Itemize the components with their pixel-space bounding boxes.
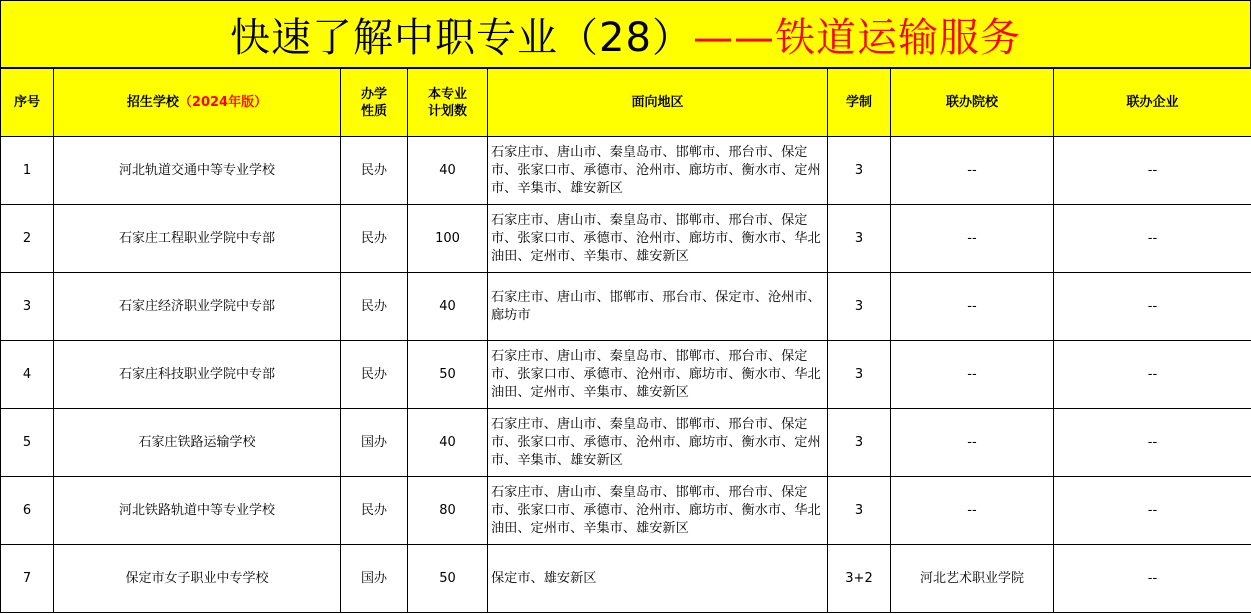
header-school [54, 69, 341, 137]
table-row [1, 205, 1251, 273]
cell-area: 石家庄市、唐山市、邯郸市、邢台市、保定市、沧州市、廊坊市 [488, 273, 828, 341]
table-row [1, 273, 1251, 341]
cell-partner-school: -- [891, 341, 1054, 409]
header-years: 学制 [828, 69, 891, 137]
cell-nature: 民办 [341, 341, 408, 409]
cell-nature: 民办 [341, 273, 408, 341]
cell-area: 石家庄市、唐山市、秦皇岛市、邯郸市、邢台市、保定市、张家口市、承德市、沧州市、廊坊市、衡水市、华北油田、定州市、辛集市、雄安新区 [488, 341, 828, 409]
cell-area: 石家庄市、唐山市、秦皇岛市、邯郸市、邢台市、保定市、张家口市、承德市、沧州市、廊坊市、衡水市、华北油田、定州市、辛集市、雄安新区 [488, 205, 828, 273]
cell-area: 保定市、雄安新区 [488, 545, 828, 613]
cell-plan: 80 [408, 477, 488, 545]
header-school-note: （2024年版） [178, 95, 268, 110]
cell-index: 5 [1, 409, 54, 477]
cell-school: 石家庄工程职业学院中专部 [54, 205, 341, 273]
cell-school: 保定市女子职业中专学校 [54, 545, 341, 613]
cell-partner-school: -- [891, 273, 1054, 341]
cell-plan: 50 [408, 545, 488, 613]
header-nature-line1: 办学 [360, 86, 387, 102]
school-table [0, 68, 1251, 613]
cell-partner-school: -- [891, 477, 1054, 545]
cell-index: 2 [1, 205, 54, 273]
cell-index: 3 [1, 273, 54, 341]
table-row [1, 137, 1251, 205]
cell-years: 3 [828, 137, 891, 205]
cell-partner-company: -- [1054, 137, 1251, 205]
cell-years: 3 [828, 273, 891, 341]
cell-school: 石家庄科技职业学院中专部 [54, 341, 341, 409]
header-partner-company: 联办企业 [1054, 69, 1251, 137]
header-index: 序号 [1, 69, 54, 137]
cell-years: 3+2 [828, 545, 891, 613]
cell-partner-school: 河北艺术职业学院 [891, 545, 1054, 613]
header-partner-school: 联办院校 [891, 69, 1054, 137]
table-row [1, 409, 1251, 477]
cell-school: 石家庄铁路运输学校 [54, 409, 341, 477]
cell-school: 河北轨道交通中等专业学校 [54, 137, 341, 205]
cell-plan: 100 [408, 205, 488, 273]
cell-index: 1 [1, 137, 54, 205]
title-main: 快速了解中职专业（28） [230, 14, 693, 61]
cell-partner-school: -- [891, 137, 1054, 205]
header-nature [341, 69, 408, 137]
cell-school: 石家庄经济职业学院中专部 [54, 273, 341, 341]
header-row [1, 69, 1251, 137]
header-nature-line2: 性质 [360, 103, 387, 119]
cell-index: 4 [1, 341, 54, 409]
cell-plan: 40 [408, 409, 488, 477]
cell-nature: 民办 [341, 477, 408, 545]
cell-plan: 40 [408, 273, 488, 341]
cell-area: 石家庄市、唐山市、秦皇岛市、邯郸市、邢台市、保定市、张家口市、承德市、沧州市、廊坊市、衡水市、定州市、辛集市、雄安新区 [488, 137, 828, 205]
cell-index: 7 [1, 545, 54, 613]
cell-years: 3 [828, 205, 891, 273]
cell-school: 河北铁路轨道中等专业学校 [54, 477, 341, 545]
cell-partner-company: -- [1054, 545, 1251, 613]
header-plan-line1: 本专业 [427, 86, 467, 102]
cell-partner-company: -- [1054, 409, 1251, 477]
title-highlight: ——铁道运输服务 [692, 14, 1021, 61]
table-row [1, 477, 1251, 545]
header-area: 面向地区 [488, 69, 828, 137]
cell-index: 6 [1, 477, 54, 545]
cell-partner-school: -- [891, 409, 1054, 477]
cell-nature: 民办 [341, 137, 408, 205]
cell-partner-company: -- [1054, 205, 1251, 273]
cell-partner-company: -- [1054, 341, 1251, 409]
cell-years: 3 [828, 477, 891, 545]
cell-years: 3 [828, 409, 891, 477]
cell-years: 3 [828, 341, 891, 409]
header-plan-line2: 计划数 [427, 103, 467, 119]
table-body [1, 137, 1251, 613]
table-row [1, 341, 1251, 409]
cell-nature: 民办 [341, 205, 408, 273]
cell-nature: 国办 [341, 545, 408, 613]
cell-area: 石家庄市、唐山市、秦皇岛市、邯郸市、邢台市、保定市、张家口市、承德市、沧州市、廊坊市、衡水市、定州市、辛集市、雄安新区 [488, 409, 828, 477]
header-plan [408, 69, 488, 137]
cell-plan: 50 [408, 341, 488, 409]
cell-plan: 40 [408, 137, 488, 205]
cell-partner-school: -- [891, 205, 1054, 273]
table-row [1, 545, 1251, 613]
cell-partner-company: -- [1054, 273, 1251, 341]
page-title [0, 0, 1251, 68]
cell-partner-company: -- [1054, 477, 1251, 545]
cell-area: 石家庄市、唐山市、秦皇岛市、邯郸市、邢台市、保定市、张家口市、承德市、沧州市、廊坊市、衡水市、华北油田、定州市、辛集市、雄安新区 [488, 477, 828, 545]
header-school-label: 招生学校 [126, 95, 179, 110]
cell-nature: 国办 [341, 409, 408, 477]
